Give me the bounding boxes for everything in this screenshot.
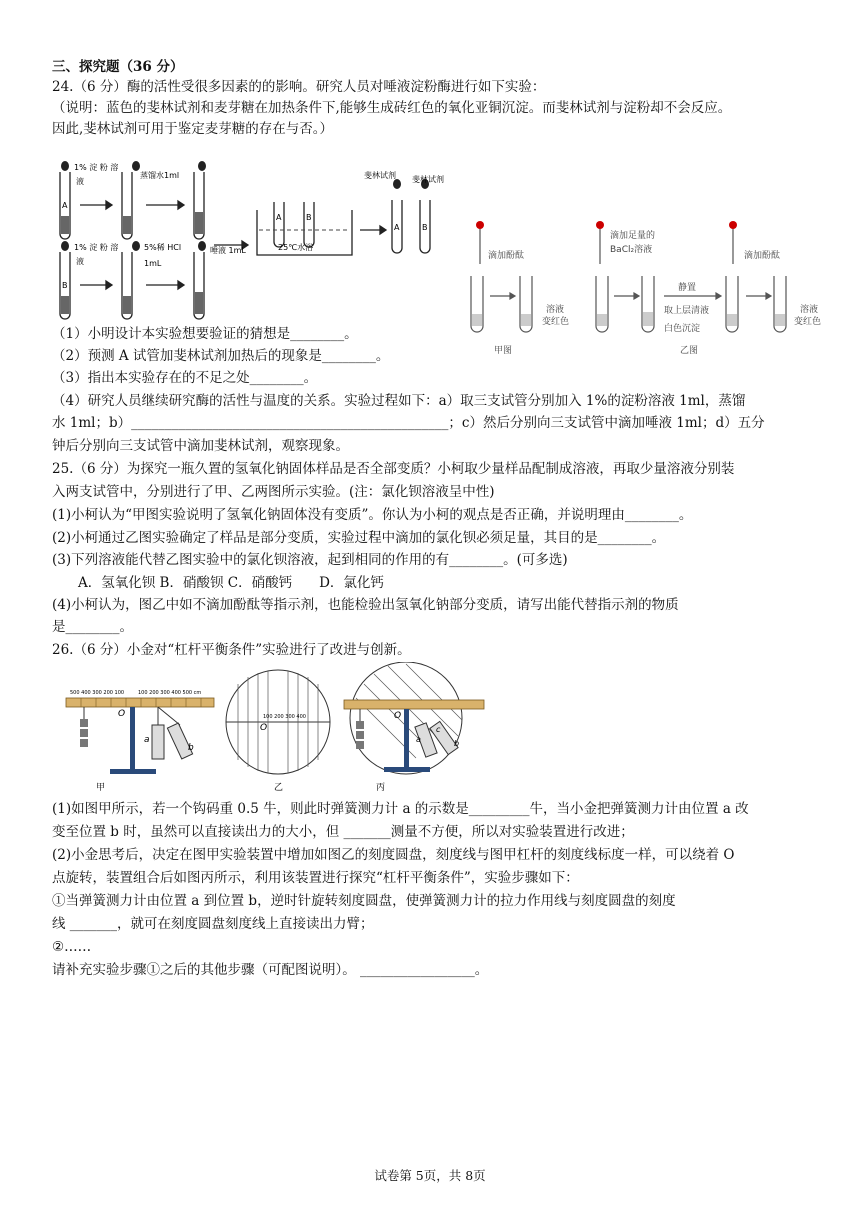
q26-step1-1: ①当弹簧测力计由位置 a 到位置 b，逆时针旋转刻度圆盘，使弹簧测力计的拉力作用线与刻度圆盘的刻度 [52, 893, 676, 909]
fig25-jia-label: 甲图 [494, 346, 513, 356]
fig-label-fehling-1: 斐林试剂 [364, 171, 396, 180]
tube-label-b-2: B [306, 213, 312, 222]
fig25-yi-label: 乙图 [680, 346, 699, 356]
q24-p3: （3）指出本实验存在的不足之处________。 [52, 370, 318, 386]
q24-p4-1: （4）研究人员继续研究酶的活性与温度的关系。实验过程如下：a）取三支试管分别加入 1%的淀粉溶液 1ml，蒸馏 [52, 393, 746, 409]
tube-label-a: A [62, 201, 68, 210]
q24-note-1: （说明：蓝色的斐林试剂和麦芽糖在加热条件下,能够生成砖红色的氧化亚铜沉淀。而斐林试剂与淀粉却不会反应。 [52, 100, 732, 116]
label-c: c [436, 725, 441, 734]
q25-p4-1: (4)小柯认为，图乙中如不滴加酚酞等指示剂，也能检验出氢氧化钠部分变质，请写出能代替指示剂的物质 [52, 597, 679, 613]
spring-scale-a [152, 725, 164, 759]
spring-scale-b [167, 723, 192, 759]
fig25-drop-phenol-1: 滴加酚酞 [488, 251, 525, 261]
q24-p1: （1）小明设计本实验想要验证的猜想是________。 [52, 326, 358, 342]
fig25-red-2a: 溶液 [800, 305, 819, 315]
fig-label-bath: 25℃水浴 [278, 243, 314, 252]
fig-label-starch-b-2: 液 [76, 257, 84, 266]
pivot-label-3: O [394, 711, 402, 721]
caption-bing: 丙 [376, 783, 386, 793]
q26-p1-2: 变至位置 b 时，虽然可以直接读出力的大小，但 _______测量不方便，所以对实验装置进行改进； [52, 824, 634, 840]
caption-jia: 甲 [96, 783, 106, 793]
disc-scale: 100 200 300 400 [263, 714, 306, 720]
section-title: 三、探究题（36 分） [52, 59, 184, 75]
q26-step2: ②…… [52, 939, 92, 955]
q26-step1-2: 线 _______，就可在刻度圆盘刻度线上直接读出力臂； [52, 916, 374, 932]
page-footer: 试卷第 5页，共 8页 [374, 1168, 486, 1183]
q25-p4-2: 是________。 [52, 619, 133, 635]
q24-note-2: 因此,斐林试剂可用于鉴定麦芽糖的存在与否。） [52, 121, 334, 137]
lever-stand-pole [130, 707, 135, 771]
q25-intro-2: 入两支试管中，分别进行了甲、乙两图所示实验。(注：氯化钡溶液呈中性) [52, 484, 495, 500]
pivot-label-2: O [260, 723, 268, 733]
tube-label-b-3: B [422, 223, 428, 232]
q26-p2-1: (2)小金思考后，决定在图甲实验装置中增加如图乙的刻度圆盘，刻度线与图甲杠杆的刻度线标度一样，可以绕着 O [52, 847, 735, 863]
label-b: b [188, 743, 194, 753]
fig25-drop-phenol-2: 滴加酚酞 [744, 251, 781, 261]
fig25-stand: 静置 [678, 283, 697, 293]
fig-label-starch-a-2: 液 [76, 177, 84, 186]
q25-intro-1: 25.（6 分）为探究一瓶久置的氢氧化钠固体样品是否全部变质？小柯取少量样品配制成溶液，再取少量溶液分别装 [52, 461, 735, 477]
q25-p1: (1)小柯认为“甲图实验说明了氢氧化钠固体没有变质”。你认为小柯的观点是否正确，并说明理由________。 [52, 507, 693, 523]
caption-yi: 乙 [274, 783, 284, 793]
label-a-2: a [416, 735, 421, 744]
lever-bar-combined [344, 700, 484, 709]
q26-p3: 请补充实验步骤①之后的其他步骤（可配图说明）。 _________________。 [52, 962, 489, 978]
fig-label-hcl: 5%稀 HCl [144, 243, 182, 252]
fig25-bacl2-a: 滴加足量的 [610, 231, 656, 241]
label-a: a [144, 735, 150, 745]
label-b-2: b [454, 739, 460, 748]
fig25-red-1b: 变红色 [542, 317, 570, 327]
q26-p1-1: (1)如图甲所示，若一个钩码重 0.5 牛，则此时弹簧测力计 a 的示数是_________牛，当小金把弹簧测力计由位置 a 改 [52, 801, 749, 817]
q25-options: A．氢氧化钡 B．硝酸钡 C．硝酸钙 D．氯化钙 [78, 575, 384, 591]
q26-p2-2: 点旋转，装置组合后如图丙所示，利用该装置进行探究“杠杆平衡条件”，实验步骤如下： [52, 870, 579, 886]
q24-p4-2: 水 1ml；b）_______________________________________________；c）然后分别向三支试管中滴加唾液 1ml；d）五分 [52, 415, 765, 431]
q25-p3: (3)下列溶液能代替乙图实验中的氯化钡溶液，起到相同的作用的有________。(可多选) [52, 552, 568, 568]
pivot-label: O [118, 709, 126, 719]
tube-label-b: B [62, 281, 68, 290]
tube-label-a-3: A [394, 223, 400, 232]
fig-label-starch-a: 1% 淀 粉 溶 [74, 163, 119, 172]
fig25-bacl2-b: BaCl₂溶液 [610, 245, 653, 255]
lever-bar [66, 698, 214, 707]
fig25-red-2b: 变红色 [794, 317, 822, 327]
fig25-white-ppt: 白色沉淀 [664, 324, 701, 334]
fig25-red-1a: 溶液 [546, 305, 565, 315]
fig-label-saliva: 唾液 1mL [210, 246, 246, 255]
q24-p2: （2）预测 A 试管加斐林试剂加热后的现象是________。 [52, 348, 390, 364]
tube-label-a-2: A [276, 213, 282, 222]
lever-stand-base [110, 769, 156, 774]
fig25-take-upper: 取上层清液 [664, 306, 710, 316]
q25-figure [468, 216, 828, 356]
q26-figure [60, 662, 490, 797]
fig-label-fehling-2: 斐林试剂 [412, 175, 444, 184]
q24-figure [52, 160, 462, 320]
q25-p2: (2)小柯通过乙图实验确定了样品是部分变质，实验过程中滴加的氯化钡必须足量，其目的是________。 [52, 530, 666, 546]
fig-label-hcl-2: 1mL [144, 259, 162, 268]
q24-p4-3: 钟后分别向三支试管中滴加斐林试剂，观察现象。 [52, 438, 349, 454]
scale-right: 100 200 300 400 500 cm [138, 690, 202, 696]
q26-intro: 26.（6 分）小金对“杠杆平衡条件”实验进行了改进与创新。 [52, 642, 411, 658]
q24-intro: 24.（6 分）酶的活性受很多因素的的影响。研究人员对唾液淀粉酶进行如下实验： [52, 79, 546, 95]
fig-label-starch-b: 1% 淀 粉 溶 [74, 243, 119, 252]
scale-left: 500 400 300 200 100 [70, 690, 125, 696]
fig-label-water: 蒸馏水1ml [140, 171, 180, 180]
